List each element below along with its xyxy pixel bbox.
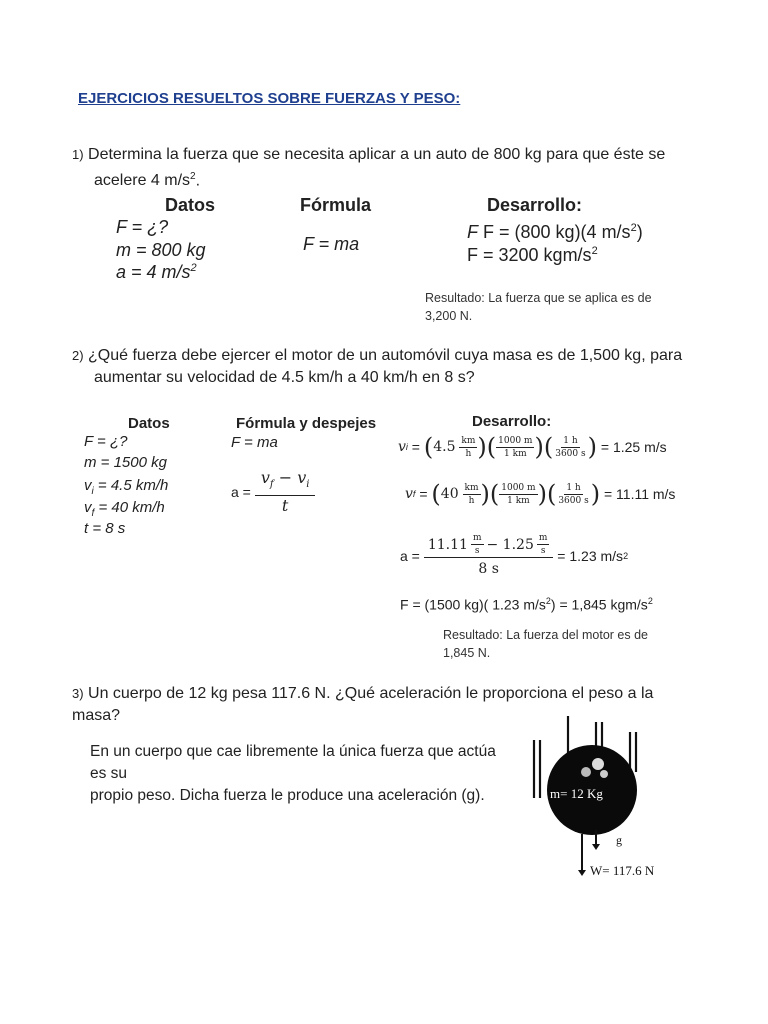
p2-desarrollo-header: Desarrollo: — [472, 413, 552, 430]
problem-1-number: 1) — [72, 147, 84, 162]
p2-formula: F = ma — [231, 434, 278, 451]
p1-desarrollo-line2: F = 3200 kgm/$s^2$ — [467, 245, 598, 265]
p2-formula-header: Fórmula y despejes — [236, 415, 377, 432]
problem-1-text-line1: Determina la fuerza que se necesita aplicar a un auto de 800 kg para que éste se — [83, 146, 666, 163]
p1-desarrollo-header: Desarrollo: — [487, 195, 583, 215]
problem-1-end: . — [195, 172, 201, 190]
ball-label: m= 12 Kg — [550, 786, 603, 801]
p2-resultado: Resultado: La fuerza del motor es de 1,845 N. — [443, 628, 648, 660]
problem-2-text-line1: ¿Qué fuerza debe ejercer el motor de un automóvil cuya masa es de 1,500 kg, para — [83, 347, 683, 364]
p1-dato-aceleracion: a = 4 $m/s^2$ — [116, 262, 197, 282]
problem-2-number: 2) — [72, 348, 84, 363]
problem-3-number: 3) — [72, 686, 84, 701]
p1-resultado: Resultado: La fuerza que se aplica es de 3,200 N. — [425, 291, 652, 323]
p2-eq-aceleracion: a = 11.11 $\frac{m}{s}$ − 1.25 $\frac{m}{s}$ 8 s = 1.23 m/s 2 — [400, 533, 629, 577]
p2-eq-vf: v f = ( 40 $\frac{km}{h}$ ) ( $\frac{1000 m}{1 km}$ ) ( $\frac{1 h}{3600 s}$ ) = 11.11 m/s — [405, 480, 676, 508]
p1-formula: F = ma — [303, 234, 360, 254]
p2-eq-fuerza: F = (1500 kg)( 1.23 $m/s^2) = 1,845$ kgm/$s^2$ — [400, 596, 653, 613]
p1-formula-header: Fórmula — [300, 195, 372, 215]
p2-dato-vi: $v_i = 4.5$ km/h — [84, 477, 169, 497]
p1-dato-fuerza: F = ¿? — [116, 217, 169, 237]
p1-datos-header: Datos — [165, 195, 216, 215]
problem-3-text-line2: masa? — [72, 707, 121, 724]
problem-1-text-line2: acelere 4 m/s — [94, 172, 191, 190]
p1-desarrollo-line1: F F = (800 kg)(4 $m/s^2$) — [467, 222, 643, 242]
p2-dato-tiempo: t = 8 s — [84, 520, 126, 537]
page-title: EJERCICIOS RESUELTOS SOBRE FUERZAS Y PESO: — [78, 90, 461, 107]
p3-explicacion: En un cuerpo que cae libremente la única fuerza que actúa es su propio peso. Dicha fuerza le produce una aceleración (g). — [90, 743, 496, 804]
weight-label: W= 117.6 N — [590, 863, 655, 878]
problem-2-text-line2: aumentar su velocidad de 4.5 km/h a 40 km/h en 8 s? — [94, 369, 475, 386]
p2-dato-masa: m = 1500 kg — [84, 454, 167, 471]
problem-2-statement — [72, 345, 682, 389]
problem-1-sup: 2 — [190, 171, 196, 182]
problem-3-text-line1: Un cuerpo de 12 kg pesa 117.6 N. ¿Qué aceleración le proporciona el peso a la — [83, 685, 654, 702]
p2-datos-header: Datos — [128, 415, 170, 432]
falling-body-diagram — [520, 712, 690, 884]
g-label: g — [616, 833, 622, 847]
problem-1-statement — [72, 144, 665, 192]
p1-dato-masa: m = 800 kg — [116, 240, 206, 260]
p2-eq-vi: v i = ( 4.5 $\frac{km}{h}$ ) ( $\frac{1000 m}{1 km}$ ) ( $\frac{1 h}{3600 s}$ ) = 1.25 m/s — [398, 433, 667, 461]
p2-dato-vf: $v_f = 40$ km/h — [84, 499, 165, 519]
p2-dato-fuerza: F = ¿? — [84, 433, 128, 450]
p2-despeje: a = $\frac{v_f - v_i}{t}$ — [231, 468, 315, 516]
